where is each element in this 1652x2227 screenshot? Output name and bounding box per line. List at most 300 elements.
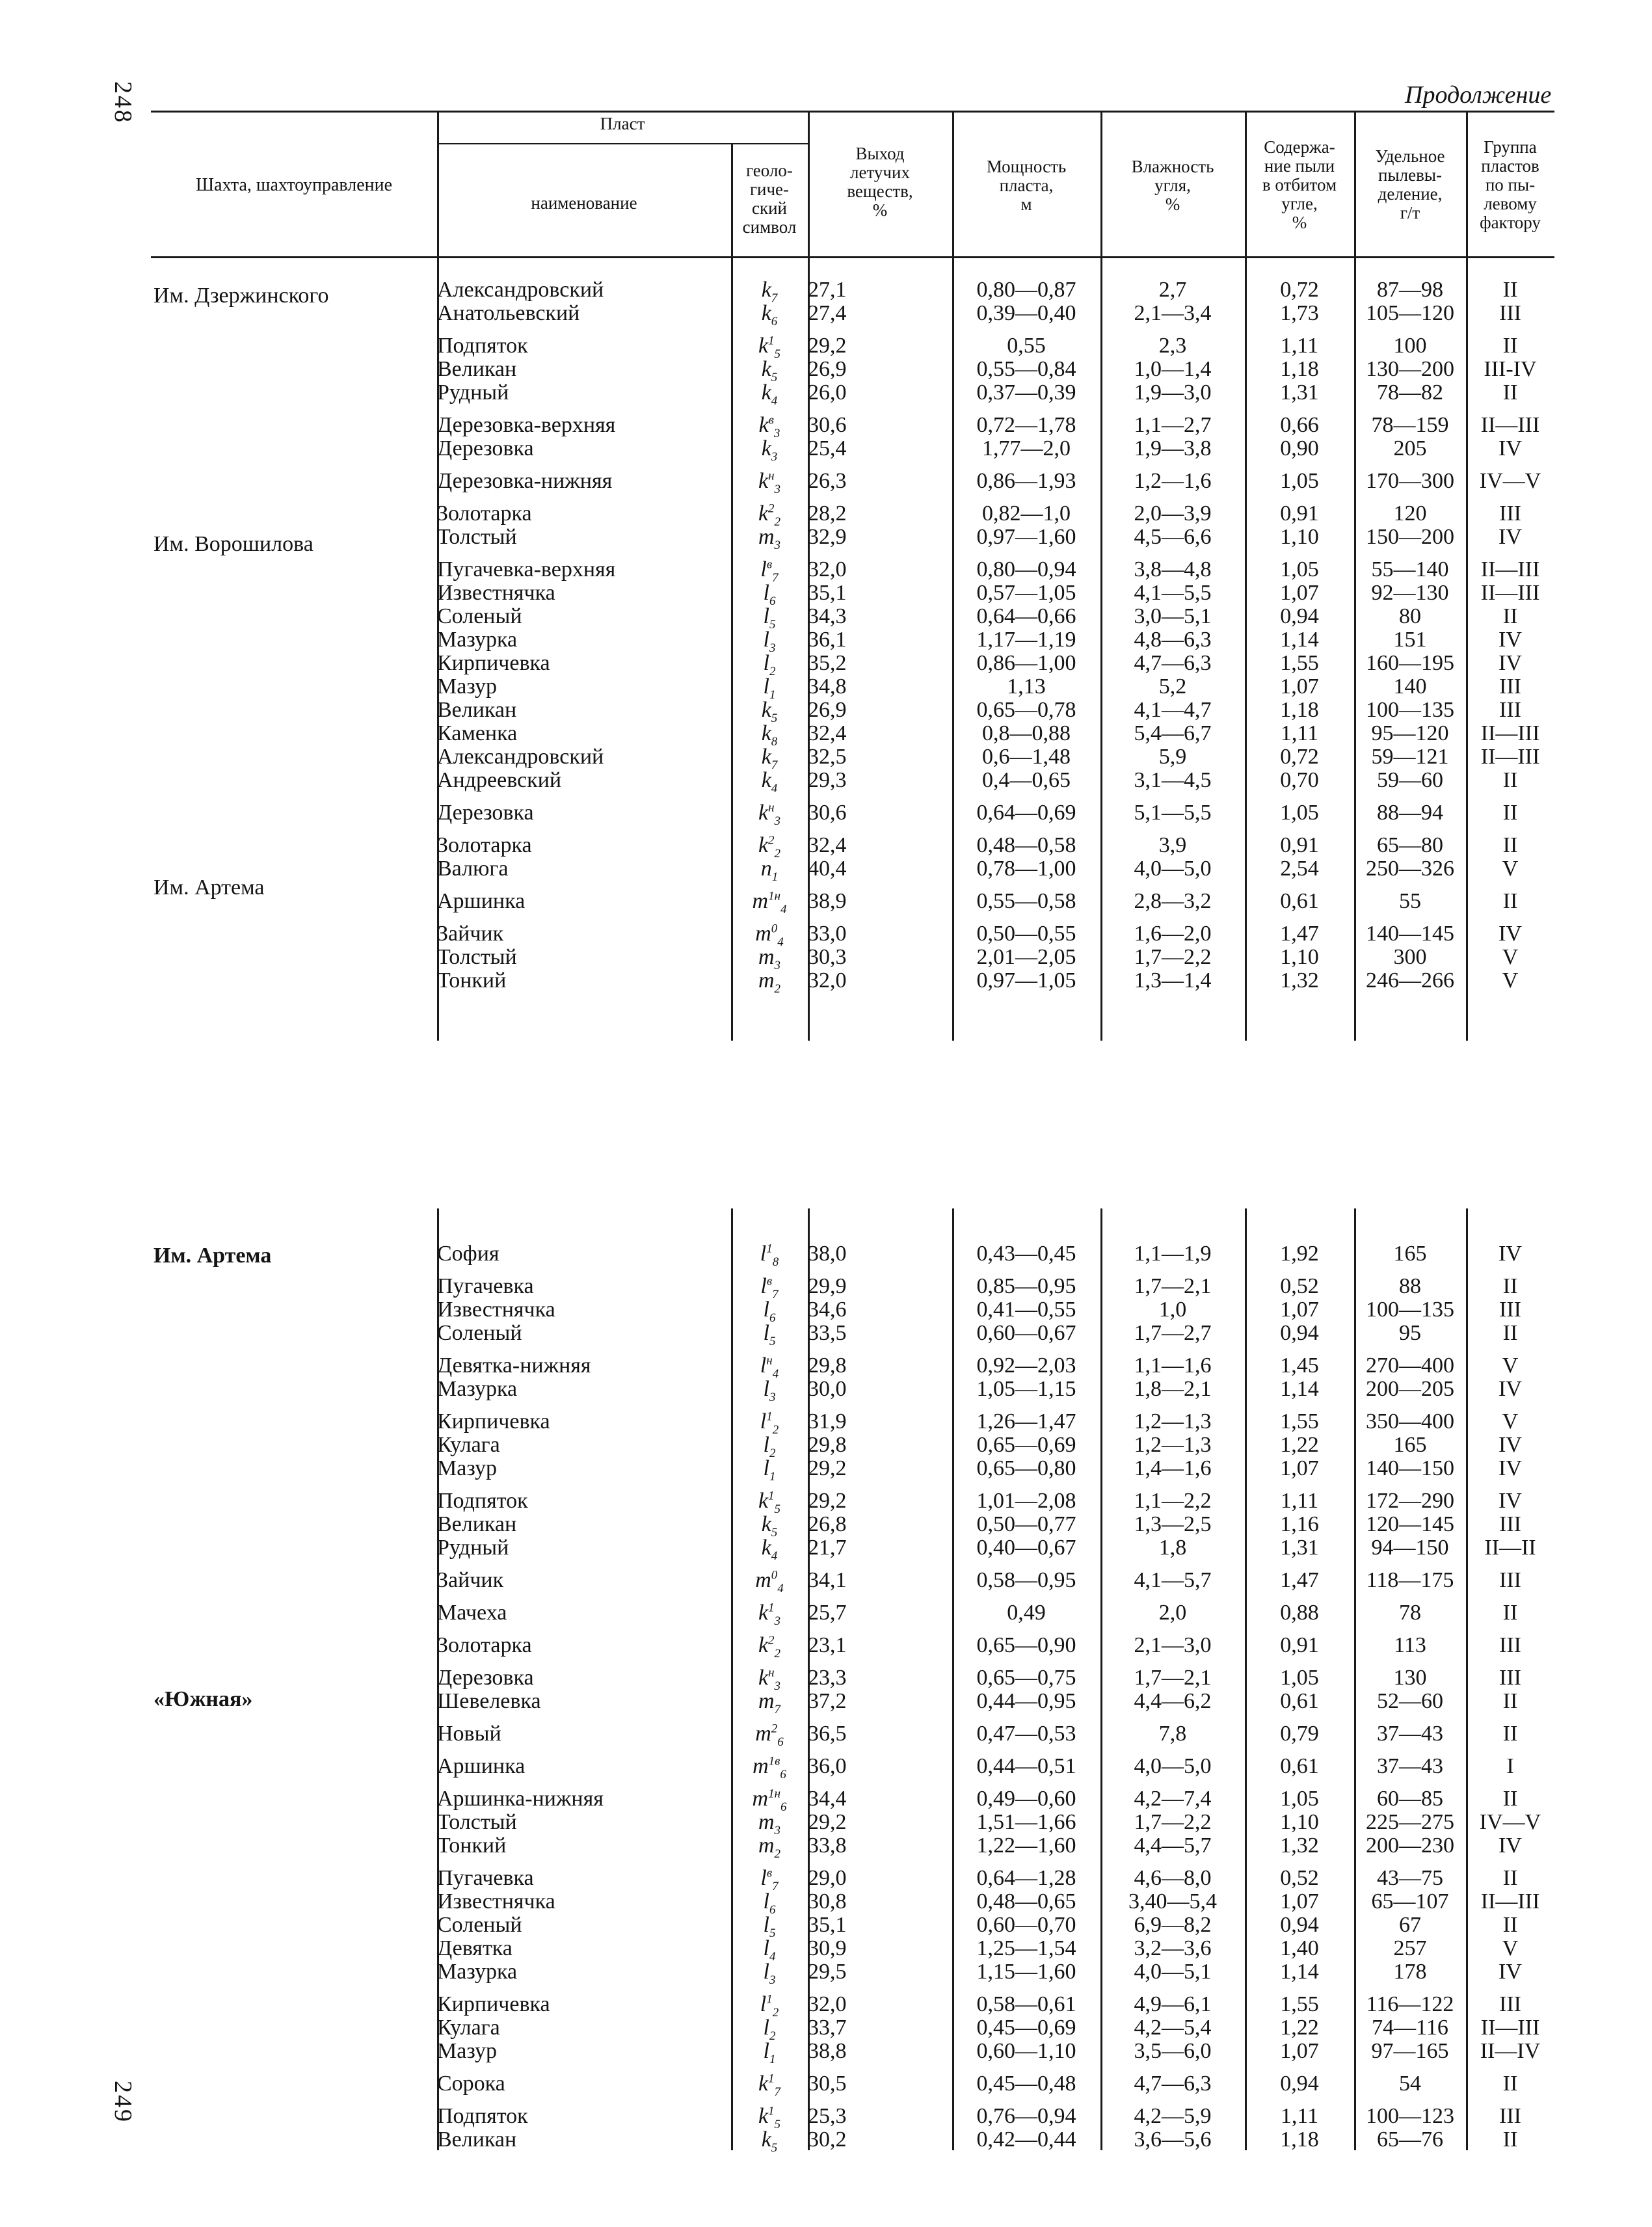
symbol-superscript: н xyxy=(766,1354,773,1368)
specific-dust-value: 100 xyxy=(1393,334,1427,358)
table-row xyxy=(437,1914,1554,1937)
dust-value: 0,61 xyxy=(1280,1755,1319,1778)
table-row xyxy=(437,581,1554,605)
dust-group-value: II—II xyxy=(1484,1536,1536,1560)
table-row xyxy=(437,1513,1554,1536)
specific-dust-value: 200—205 xyxy=(1366,1378,1454,1401)
thickness-value: 0,80—0,94 xyxy=(976,558,1076,581)
table-row xyxy=(437,1634,1554,1657)
thickness-value: 0,78—1,00 xyxy=(976,857,1076,881)
moisture-value: 4,4—5,7 xyxy=(1134,1834,1212,1858)
dust-group-value: IV xyxy=(1499,1457,1522,1480)
table-row xyxy=(437,1457,1554,1480)
thickness-value: 0,64—1,28 xyxy=(976,1867,1076,1890)
volatile-value: 28,2 xyxy=(808,502,847,526)
symbol-subscript: 1 xyxy=(769,1469,776,1480)
symbol-letter: k xyxy=(758,334,769,358)
geo-symbol xyxy=(731,1298,808,1322)
specific-dust-value: 37—43 xyxy=(1377,1755,1443,1778)
symbol-subscript: 5 xyxy=(769,617,776,628)
volatile-value: 26,8 xyxy=(808,1513,847,1536)
dust-group-value: II xyxy=(1502,334,1518,358)
table-row xyxy=(437,857,1554,881)
geo-symbol xyxy=(731,302,808,325)
dust-group-value: V xyxy=(1502,857,1519,881)
table-row xyxy=(437,1755,1554,1778)
symbol-subscript: 6 xyxy=(769,1902,776,1914)
dust-value: 0,88 xyxy=(1280,1601,1319,1625)
specific-dust-value: 140—145 xyxy=(1366,922,1454,946)
symbol-letter: k xyxy=(758,1634,769,1657)
table-row xyxy=(437,334,1554,358)
symbol-superscript: 2 xyxy=(768,502,775,516)
row-spacer xyxy=(437,1625,1554,1634)
dust-value: 1,31 xyxy=(1280,1536,1319,1560)
volatile-value: 29,3 xyxy=(808,769,847,792)
moisture-value: 1,3—1,4 xyxy=(1134,969,1212,993)
thickness-value: 0,86—1,00 xyxy=(976,652,1076,675)
volatile-value: 32,0 xyxy=(808,1993,847,2016)
geo-symbol xyxy=(731,470,808,493)
seam-name: Великан xyxy=(437,358,517,381)
seam-subheader-rule xyxy=(437,143,808,144)
symbol-subscript: 6 xyxy=(771,314,778,325)
thickness-value: 1,01—2,08 xyxy=(976,1489,1076,1513)
symbol-letter: m xyxy=(755,922,771,946)
header-divider xyxy=(1245,111,1247,258)
symbol-subscript: 4 xyxy=(780,902,787,913)
seam-name: Мачеха xyxy=(437,1601,507,1625)
volatile-value: 29,8 xyxy=(808,1354,847,1378)
table-row xyxy=(437,652,1554,675)
symbol-subscript: 7 xyxy=(772,1879,779,1890)
specific-dust-value: 200—230 xyxy=(1366,1834,1454,1858)
volatile-value: 25,7 xyxy=(808,1601,847,1625)
dust-value: 1,07 xyxy=(1280,1298,1319,1322)
dust-group-value: II xyxy=(1502,1867,1518,1890)
symbol-letter: m xyxy=(752,1787,769,1811)
geo-symbol xyxy=(731,1275,808,1298)
dust-group-value: II xyxy=(1502,1787,1518,1811)
volatile-value: 29,2 xyxy=(808,1811,847,1834)
seam-name: Аршинка xyxy=(437,890,526,913)
dust-group-value: II xyxy=(1502,2128,1518,2152)
symbol-subscript: 2 xyxy=(772,2005,779,2016)
dust-group-value: III xyxy=(1499,2105,1521,2128)
symbol-subscript: 7 xyxy=(771,291,778,302)
symbol-letter: k xyxy=(758,502,769,526)
moisture-value: 4,0—5,1 xyxy=(1134,1960,1212,1984)
symbol-subscript: 6 xyxy=(769,1311,776,1322)
row-spacer xyxy=(437,1480,1554,1489)
seam-name: Зайчик xyxy=(437,1569,504,1592)
dust-group-value: IV—V xyxy=(1479,470,1541,493)
symbol-superscript: 2 xyxy=(768,834,775,847)
seam-name: Дерезовка xyxy=(437,801,534,825)
symbol-letter: l xyxy=(763,1890,769,1914)
geo-symbol xyxy=(731,834,808,857)
symbol-letter: k xyxy=(758,1601,769,1625)
row-spacer xyxy=(437,1592,1554,1601)
row-spacer xyxy=(437,792,1554,801)
thickness-value: 0,48—0,58 xyxy=(976,834,1076,857)
mine-label: Им. Артема xyxy=(153,875,265,900)
symbol-subscript: 3 xyxy=(774,482,781,493)
seam-name: Мазурка xyxy=(437,628,518,652)
table-row xyxy=(437,381,1554,405)
symbol-letter: m xyxy=(758,946,775,969)
volatile-value: 32,4 xyxy=(808,722,847,745)
geo-symbol xyxy=(731,1867,808,1890)
dust-value: 1,40 xyxy=(1280,1937,1319,1960)
geo-symbol xyxy=(731,1569,808,1592)
moisture-value: 4,0—5,0 xyxy=(1134,1755,1212,1778)
dust-group-value: III xyxy=(1499,1513,1521,1536)
thickness-value: 0,55—0,58 xyxy=(976,890,1076,913)
dust-value: 1,14 xyxy=(1280,628,1319,652)
symbol-letter: m xyxy=(758,526,775,549)
geo-symbol xyxy=(731,1666,808,1690)
dust-group-value: II xyxy=(1502,1601,1518,1625)
dust-value: 1,22 xyxy=(1280,2016,1319,2040)
header-geo-symbol: геоло- гиче- ский символ xyxy=(742,161,797,237)
symbol-letter: k xyxy=(761,699,771,722)
header-divider xyxy=(808,111,810,258)
symbol-superscript: в xyxy=(766,558,773,572)
seam-name: Дерезовка xyxy=(437,437,534,460)
seam-name: Подпяток xyxy=(437,334,528,358)
symbol-letter: l xyxy=(763,1457,769,1480)
seam-name: Толстый xyxy=(437,946,517,969)
symbol-letter: l xyxy=(763,2016,769,2040)
volatile-value: 34,3 xyxy=(808,605,847,628)
dust-group-value: II—III xyxy=(1480,722,1540,745)
moisture-value: 4,7—6,3 xyxy=(1134,652,1212,675)
moisture-value: 1,7—2,2 xyxy=(1134,1811,1212,1834)
table-row xyxy=(437,2016,1554,2040)
thickness-value: 0,85—0,95 xyxy=(976,1275,1076,1298)
dust-group-value: IV xyxy=(1499,526,1522,549)
volatile-value: 27,1 xyxy=(808,278,847,302)
thickness-value: 0,82—1,0 xyxy=(982,502,1071,526)
dust-group-value: II xyxy=(1502,1690,1518,1713)
geo-symbol xyxy=(731,358,808,381)
dust-group-value: I xyxy=(1506,1755,1514,1778)
thickness-value: 0,65—0,90 xyxy=(976,1634,1076,1657)
table-row xyxy=(437,699,1554,722)
volatile-value: 33,0 xyxy=(808,922,847,946)
moisture-value: 2,0—3,9 xyxy=(1134,502,1212,526)
moisture-value: 4,2—5,4 xyxy=(1134,2016,1212,2040)
thickness-value: 0,37—0,39 xyxy=(976,381,1076,405)
row-spacer xyxy=(437,325,1554,334)
geo-symbol xyxy=(731,628,808,652)
symbol-subscript: 5 xyxy=(771,2140,778,2152)
geo-symbol xyxy=(731,1378,808,1401)
symbol-superscript: 0 xyxy=(771,922,778,936)
volatile-value: 29,0 xyxy=(808,1867,847,1890)
seam-name: Аршинка-нижняя xyxy=(437,1787,604,1811)
symbol-letter: k xyxy=(758,470,769,493)
dust-value: 0,91 xyxy=(1280,834,1319,857)
specific-dust-value: 87—98 xyxy=(1377,278,1443,302)
table-row xyxy=(437,628,1554,652)
moisture-value: 3,2—3,6 xyxy=(1134,1937,1212,1960)
specific-dust-value: 88 xyxy=(1399,1275,1421,1298)
symbol-letter: k xyxy=(758,414,769,437)
specific-dust-value: 130 xyxy=(1393,1666,1427,1690)
header-divider xyxy=(1466,111,1468,258)
table-row xyxy=(437,922,1554,946)
table-row xyxy=(437,1890,1554,1914)
dust-value: 0,61 xyxy=(1280,890,1319,913)
symbol-letter: l xyxy=(763,652,769,675)
symbol-letter: k xyxy=(761,358,771,381)
symbol-letter: k xyxy=(758,1666,769,1690)
volatile-value: 38,9 xyxy=(808,890,847,913)
seam-name: Девятка xyxy=(437,1937,513,1960)
geo-symbol xyxy=(731,1601,808,1625)
dust-group-value: II xyxy=(1502,801,1518,825)
symbol-subscript: 4 xyxy=(771,393,778,405)
seam-name: Известнячка xyxy=(437,1890,555,1914)
symbol-letter: l xyxy=(763,1378,769,1401)
moisture-value: 1,6—2,0 xyxy=(1134,922,1212,946)
geo-symbol xyxy=(731,1536,808,1560)
thickness-value: 0,6—1,48 xyxy=(982,745,1071,769)
dust-group-value: V xyxy=(1502,1410,1519,1434)
moisture-value: 3,40—5,4 xyxy=(1128,1890,1217,1914)
thickness-value: 1,05—1,15 xyxy=(976,1378,1076,1401)
seam-name: Дерезовка-нижняя xyxy=(437,470,613,493)
symbol-letter: k xyxy=(761,2128,771,2152)
thickness-value: 0,58—0,95 xyxy=(976,1569,1076,1592)
symbol-subscript: 3 xyxy=(774,1614,781,1625)
table-row xyxy=(437,1601,1554,1625)
row-spacer xyxy=(437,549,1554,558)
symbol-letter: k xyxy=(761,745,771,769)
symbol-subscript: 2 xyxy=(769,664,776,675)
volatile-value: 26,3 xyxy=(808,470,847,493)
symbol-letter: l xyxy=(760,558,767,581)
table-row xyxy=(437,437,1554,460)
geo-symbol xyxy=(731,1457,808,1480)
thickness-value: 0,65—0,69 xyxy=(976,1434,1076,1457)
seam-name: Золотарка xyxy=(437,502,532,526)
symbol-subscript: 5 xyxy=(769,1926,776,1937)
thickness-value: 0,58—0,61 xyxy=(976,1993,1076,2016)
thickness-value: 0,44—0,51 xyxy=(976,1755,1076,1778)
volatile-value: 30,6 xyxy=(808,414,847,437)
symbol-letter: l xyxy=(763,628,769,652)
geo-symbol xyxy=(731,1722,808,1746)
volatile-value: 34,4 xyxy=(808,1787,847,1811)
dust-group-value: II xyxy=(1502,1722,1518,1746)
specific-dust-value: 225—275 xyxy=(1366,1811,1454,1834)
volatile-value: 36,5 xyxy=(808,1722,847,1746)
mine-label: Им. Дзержинского xyxy=(153,284,329,308)
dust-value: 1,22 xyxy=(1280,1434,1319,1457)
thickness-value: 0,49 xyxy=(1007,1601,1046,1625)
moisture-value: 1,0 xyxy=(1158,1298,1187,1322)
specific-dust-value: 105—120 xyxy=(1366,302,1454,325)
dust-group-value: V xyxy=(1502,1937,1519,1960)
table-row xyxy=(437,745,1554,769)
geo-symbol xyxy=(731,922,808,946)
specific-dust-value: 78—159 xyxy=(1371,414,1449,437)
thickness-value: 0,45—0,69 xyxy=(976,2016,1076,2040)
dust-group-value: III xyxy=(1499,1298,1521,1322)
dust-value: 0,72 xyxy=(1280,278,1319,302)
table-row xyxy=(437,1690,1554,1713)
moisture-value: 6,9—8,2 xyxy=(1134,1914,1212,1937)
moisture-value: 4,6—8,0 xyxy=(1134,1867,1212,1890)
table-row xyxy=(437,1410,1554,1434)
dust-group-value: IV xyxy=(1499,652,1522,675)
geo-symbol xyxy=(731,1513,808,1536)
thickness-value: 1,51—1,66 xyxy=(976,1811,1076,1834)
seam-name: Мазур xyxy=(437,2040,498,2063)
seam-name: Александровский xyxy=(437,278,604,302)
seam-name: Зайчик xyxy=(437,922,504,946)
geo-symbol xyxy=(731,1354,808,1378)
volatile-value: 23,3 xyxy=(808,1666,847,1690)
volatile-value: 40,4 xyxy=(808,857,847,881)
dust-value: 0,79 xyxy=(1280,1722,1319,1746)
moisture-value: 4,4—6,2 xyxy=(1134,1690,1212,1713)
seam-name: Аршинка xyxy=(437,1755,526,1778)
symbol-letter: l xyxy=(763,605,769,628)
volatile-value: 30,0 xyxy=(808,1378,847,1401)
specific-dust-value: 65—80 xyxy=(1377,834,1443,857)
symbol-superscript: н xyxy=(768,801,775,815)
symbol-letter: l xyxy=(763,2040,769,2063)
moisture-value: 1,9—3,0 xyxy=(1134,381,1212,405)
dust-group-value: IV xyxy=(1499,437,1522,460)
symbol-subscript: 6 xyxy=(769,594,776,605)
seam-name: Золотарка xyxy=(437,1634,532,1657)
symbol-letter: k xyxy=(758,1489,769,1513)
dust-value: 1,05 xyxy=(1280,1666,1319,1690)
seam-name: Дерезовка-верхняя xyxy=(437,414,616,437)
geo-symbol xyxy=(731,1410,808,1434)
geo-symbol xyxy=(731,1489,808,1513)
symbol-letter: k xyxy=(761,278,771,302)
moisture-value: 1,7—2,1 xyxy=(1134,1275,1212,1298)
specific-dust-value: 113 xyxy=(1394,1634,1426,1657)
dust-group-value: III xyxy=(1499,1634,1521,1657)
specific-dust-value: 55—140 xyxy=(1371,558,1449,581)
dust-group-value: II xyxy=(1502,834,1518,857)
specific-dust-value: 120—145 xyxy=(1366,1513,1454,1536)
symbol-subscript: 3 xyxy=(769,641,776,652)
specific-dust-value: 140 xyxy=(1393,675,1427,699)
specific-dust-value: 120 xyxy=(1393,502,1427,526)
volatile-value: 26,0 xyxy=(808,381,847,405)
thickness-value: 0,40—0,67 xyxy=(976,1536,1076,1560)
geo-symbol xyxy=(731,381,808,405)
moisture-value: 1,7—2,2 xyxy=(1134,946,1212,969)
geo-symbol xyxy=(731,502,808,526)
specific-dust-value: 54 xyxy=(1399,2072,1421,2096)
header-specific: Удельное пылевы- деление, г/т xyxy=(1375,146,1445,222)
symbol-subscript: 2 xyxy=(772,1422,779,1434)
volatile-value: 35,1 xyxy=(808,581,847,605)
symbol-subscript: 2 xyxy=(774,981,781,993)
symbol-superscript: в xyxy=(768,414,774,427)
symbol-letter: m xyxy=(758,1834,775,1858)
row-spacer xyxy=(437,1560,1554,1569)
moisture-value: 4,9—6,1 xyxy=(1134,1993,1212,2016)
specific-dust-value: 250—326 xyxy=(1366,857,1454,881)
geo-symbol xyxy=(731,2016,808,2040)
thickness-value: 0,47—0,53 xyxy=(976,1722,1076,1746)
moisture-value: 1,7—2,7 xyxy=(1134,1322,1212,1345)
geo-symbol xyxy=(731,745,808,769)
specific-dust-value: 80 xyxy=(1399,605,1421,628)
seam-name: Толстый xyxy=(437,1811,517,1834)
dust-value: 1,07 xyxy=(1280,2040,1319,2063)
volatile-value: 38,8 xyxy=(808,2040,847,2063)
seam-name: Андреевский xyxy=(437,769,562,792)
specific-dust-value: 65—76 xyxy=(1377,2128,1443,2152)
table-row xyxy=(437,890,1554,913)
symbol-superscript: 1 xyxy=(768,2105,775,2118)
volatile-value: 30,8 xyxy=(808,1890,847,1914)
volatile-value: 31,9 xyxy=(808,1410,847,1434)
symbol-subscript: 2 xyxy=(774,1847,781,1858)
dust-group-value: III xyxy=(1499,1993,1521,2016)
specific-dust-value: 118—175 xyxy=(1366,1569,1454,1592)
dust-group-value: IV—V xyxy=(1479,1811,1541,1834)
dust-group-value: II—III xyxy=(1480,2016,1540,2040)
volatile-value: 33,5 xyxy=(808,1322,847,1345)
seam-name: Сорока xyxy=(437,2072,505,2096)
moisture-value: 1,1—2,2 xyxy=(1134,1489,1212,1513)
thickness-value: 1,26—1,47 xyxy=(976,1410,1076,1434)
table-row xyxy=(437,969,1554,993)
symbol-subscript: 2 xyxy=(769,2029,776,2040)
geo-symbol xyxy=(731,558,808,581)
symbol-letter: k xyxy=(761,722,771,745)
seam-name: Тонкий xyxy=(437,969,507,993)
symbol-letter: k xyxy=(761,1536,771,1560)
dust-value: 1,11 xyxy=(1280,722,1319,745)
symbol-superscript: 2 xyxy=(768,1634,775,1647)
symbol-subscript: 6 xyxy=(780,1767,786,1778)
bottom-page-number: 249 xyxy=(109,2081,137,2124)
volatile-value: 25,4 xyxy=(808,437,847,460)
geo-symbol xyxy=(731,437,808,460)
specific-dust-value: 116—122 xyxy=(1366,1993,1454,2016)
symbol-subscript: 6 xyxy=(777,1735,784,1746)
moisture-value: 1,1—1,9 xyxy=(1134,1242,1212,1266)
symbol-letter: l xyxy=(763,1434,769,1457)
thickness-value: 0,76—0,94 xyxy=(976,2105,1076,2128)
thickness-value: 0,65—0,75 xyxy=(976,1666,1076,1690)
thickness-value: 0,44—0,95 xyxy=(976,1690,1076,1713)
dust-value: 1,05 xyxy=(1280,558,1319,581)
geo-symbol xyxy=(731,605,808,628)
geo-symbol xyxy=(731,1242,808,1266)
dust-group-value: III-IV xyxy=(1484,358,1537,381)
symbol-subscript: 5 xyxy=(771,1525,778,1536)
seam-name: Пугачевка xyxy=(437,1275,534,1298)
seam-name: Подпяток xyxy=(437,2105,528,2128)
row-spacer xyxy=(437,1984,1554,1993)
moisture-value: 4,0—5,0 xyxy=(1134,857,1212,881)
seam-name: Тонкий xyxy=(437,1834,507,1858)
